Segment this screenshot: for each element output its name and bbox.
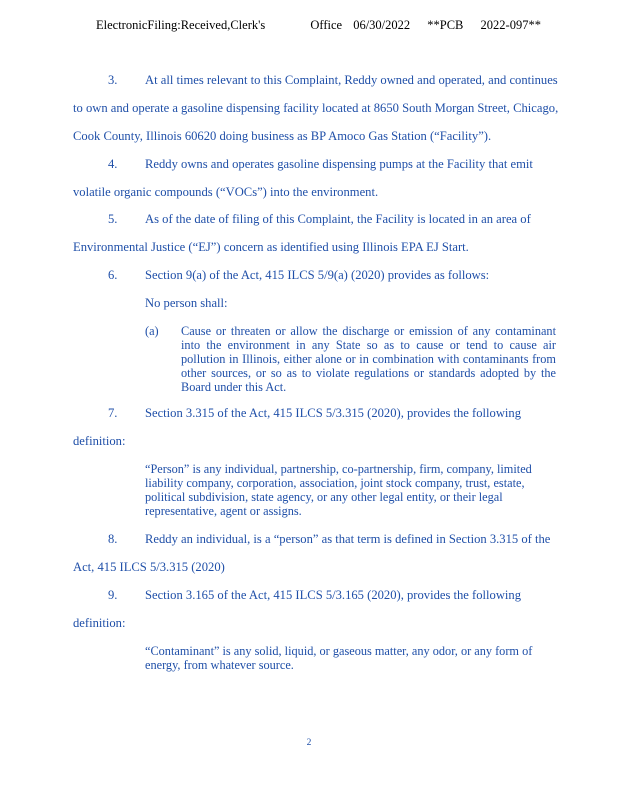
paragraph-9-line-1: Section 3.165 of the Act, 415 ILCS 5/3.165 (2020), provides the following (145, 588, 522, 602)
paragraph-number-8: 8. (108, 532, 118, 546)
paragraph-number-4: 4. (108, 157, 118, 171)
header-date: 06/30/2022 (353, 18, 411, 32)
paragraph-9-quote: “Contaminant” is any solid, liquid, or gaseous matter, any odor, or any form of energy, from whatever source. (145, 644, 533, 672)
paragraph-4-line-2: volatile organic compounds (“VOCs”) into the environment. (73, 185, 379, 199)
paragraph-6-no-person: No person shall: (145, 296, 228, 310)
header-case: **PCB (427, 18, 464, 32)
header-number: 2022-097** (480, 18, 541, 32)
page-number: 2 (306, 738, 312, 748)
paragraph-3-line-2: to own and operate a gasoline dispensing facility located at 8650 South Morgan Street, Chicago, (73, 101, 559, 115)
paragraph-5-line-2: Environmental Justice (“EJ”) concern as identified using Illinois EPA EJ Start. (73, 240, 469, 254)
filing-header (96, 18, 563, 33)
header-filing: ElectronicFiling:Received,Clerk's (96, 18, 266, 32)
paragraph-number-5: 5. (108, 212, 118, 226)
paragraph-4-line-1: Reddy owns and operates gasoline dispensing pumps at the Facility that emit (145, 157, 533, 171)
paragraph-number-6: 6. (108, 268, 118, 282)
paragraph-9-line-2: definition: (73, 616, 126, 630)
paragraph-number-9: 9. (108, 588, 118, 602)
paragraph-3-line-1: At all times relevant to this Complaint, Reddy owned and operated, and continues (145, 73, 558, 87)
paragraph-6-sub-label: (a) (145, 324, 159, 338)
paragraph-6-sub-text: Cause or threaten or allow the discharge or emission of any contaminant into the environment in any State so as to cause or tend to cause air pollution in Illinois, either alone or in combination with contaminants from other sources, or so as to violate regulations or standards adopted by the Board under this Act. (181, 324, 556, 394)
paragraph-number-3: 3. (108, 73, 118, 87)
paragraph-7-line-2: definition: (73, 434, 126, 448)
header-office: Office (310, 18, 343, 32)
paragraph-7-quote: “Person” is any individual, partnership, co-partnership, firm, company, limited liability company, corporation, association, joint stock company, trust, estate, political subdivision, state agency, or any other legal entity, or their legal representative, agent or assigns. (145, 462, 532, 518)
paragraph-6-line-1: Section 9(a) of the Act, 415 ILCS 5/9(a) (2020) provides as follows: (145, 268, 490, 282)
paragraph-8-line-2: Act, 415 ILCS 5/3.315 (2020) (73, 560, 225, 574)
paragraph-7-line-1: Section 3.315 of the Act, 415 ILCS 5/3.315 (2020), provides the following (145, 406, 522, 420)
paragraph-5-line-1: As of the date of filing of this Complaint, the Facility is located in an area of (145, 212, 531, 226)
paragraph-3-line-3: Cook County, Illinois 60620 doing business as BP Amoco Gas Station (“Facility”). (73, 129, 492, 143)
paragraph-8-line-1: Reddy an individual, is a “person” as that term is defined in Section 3.315 of the (145, 532, 551, 546)
paragraph-number-7: 7. (108, 406, 118, 420)
